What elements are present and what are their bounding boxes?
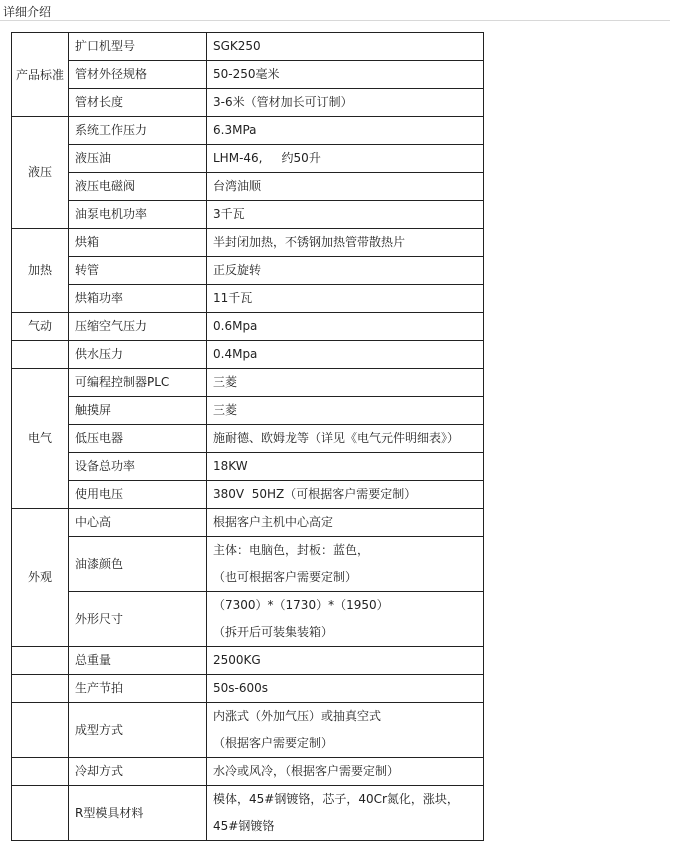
table-row (12, 285, 484, 313)
item-value: 0.4Mpa (207, 341, 484, 369)
group-label-empty (12, 703, 69, 758)
table-row (12, 453, 484, 481)
item-label: 系统工作压力 (69, 117, 207, 145)
group-label-empty (12, 758, 69, 786)
item-value (207, 703, 484, 758)
group-label-heating: 加热 (12, 229, 69, 313)
table-row (12, 173, 484, 201)
table-row (12, 537, 484, 592)
item-value: 根据客户主机中心高定 (207, 509, 484, 537)
item-value-line1: 主体：电脑色，封板：蓝色， (213, 543, 370, 557)
item-value: 三菱 (207, 397, 484, 425)
item-value: 施耐德、欧姆龙等（详见《电气元件明细表》） (207, 425, 484, 453)
item-value-line1: 模体，45#钢镀铬，芯子，40Cr氮化，涨块， (213, 792, 459, 806)
group-label-standard: 产品标准 (12, 33, 69, 117)
item-label: 管材外径规格 (69, 61, 207, 89)
item-value: 3千瓦 (207, 201, 484, 229)
item-label (69, 703, 207, 758)
group-label-appearance: 外观 (12, 509, 69, 647)
item-value: 台湾油顺 (207, 173, 484, 201)
table-row (12, 509, 484, 537)
item-value: 2500KG (207, 647, 484, 675)
item-value: 0.6Mpa (207, 313, 484, 341)
item-value-line2: （根据客户需要定制） (213, 736, 334, 750)
item-label-text: 成型方式 (75, 722, 124, 737)
item-label: 中心高 (69, 509, 207, 537)
table-row (12, 61, 484, 89)
item-value-line2: （拆开后可装集装箱） (213, 625, 334, 639)
item-value: 水冷或风冷，（根据客户需要定制） (207, 758, 484, 786)
item-label: 总重量 (69, 647, 207, 675)
table-row (12, 229, 484, 257)
item-value-line2: （也可根据客户需要定制） (213, 570, 358, 584)
table-row (12, 257, 484, 285)
table-row (12, 592, 484, 647)
table-row (12, 369, 484, 397)
item-value: 50-250毫米 (207, 61, 484, 89)
group-label-hydraulic: 液压 (12, 117, 69, 229)
table-row (12, 758, 484, 786)
item-value: 6.3MPa (207, 117, 484, 145)
item-value: LHM-46, 约50升 (207, 145, 484, 173)
item-value-line2: 45#钢镀铬 (213, 819, 275, 833)
item-value: 18KW (207, 453, 484, 481)
section-header (0, 0, 670, 21)
spec-table (11, 32, 484, 841)
item-label-text: R型模具材料 (75, 805, 144, 820)
group-label-empty (12, 675, 69, 703)
item-label: 触摸屏 (69, 397, 207, 425)
table-row (12, 89, 484, 117)
item-value (207, 537, 484, 592)
group-label-empty (12, 647, 69, 675)
table-row (12, 145, 484, 173)
item-label: 油泵电机功率 (69, 201, 207, 229)
table-row (12, 397, 484, 425)
item-label: 烘箱 (69, 229, 207, 257)
table-row (12, 341, 484, 369)
section-title: 详细介绍 (3, 5, 52, 19)
item-label: 冷却方式 (69, 758, 207, 786)
item-value: 半封闭加热，不锈钢加热管带散热片 (207, 229, 484, 257)
item-label: 液压电磁阀 (69, 173, 207, 201)
item-label: 低压电器 (69, 425, 207, 453)
item-label: 烘箱功率 (69, 285, 207, 313)
item-value: 三菱 (207, 369, 484, 397)
item-label-text: 油漆颜色 (75, 556, 124, 571)
item-value: 3-6米（管材加长可订制） (207, 89, 484, 117)
table-row (12, 117, 484, 145)
item-label: 设备总功率 (69, 453, 207, 481)
item-label: 扩口机型号 (69, 33, 207, 61)
item-value-line1: （7300）*（1730）*（1950） (213, 598, 389, 612)
table-row (12, 647, 484, 675)
table-row (12, 33, 484, 61)
table-row (12, 201, 484, 229)
group-label-empty (12, 341, 69, 369)
item-value (207, 592, 484, 647)
item-value: 380V 50HZ（可根据客户需要定制） (207, 481, 484, 509)
item-value (207, 786, 484, 841)
item-value: 11千瓦 (207, 285, 484, 313)
item-label (69, 592, 207, 647)
item-label: 管材长度 (69, 89, 207, 117)
item-value: 正反旋转 (207, 257, 484, 285)
item-label (69, 786, 207, 841)
item-label: 供水压力 (69, 341, 207, 369)
group-label-pneumatic: 气动 (12, 313, 69, 341)
item-label: 生产节拍 (69, 675, 207, 703)
item-label: 使用电压 (69, 481, 207, 509)
table-row (12, 425, 484, 453)
group-label-empty (12, 786, 69, 841)
item-label: 可编程控制器PLC (69, 369, 207, 397)
table-row (12, 703, 484, 758)
item-label: 转管 (69, 257, 207, 285)
group-label-electrical: 电气 (12, 369, 69, 509)
table-row (12, 481, 484, 509)
item-label: 液压油 (69, 145, 207, 173)
item-value: SGK250 (207, 33, 484, 61)
item-label: 压缩空气压力 (69, 313, 207, 341)
item-label-text: 外形尺寸 (75, 611, 124, 626)
item-value-line1: 内涨式（外加气压）或抽真空式 (213, 709, 382, 723)
table-row (12, 786, 484, 841)
item-value: 50s-600s (207, 675, 484, 703)
table-row (12, 313, 484, 341)
table-row (12, 675, 484, 703)
item-label (69, 537, 207, 592)
